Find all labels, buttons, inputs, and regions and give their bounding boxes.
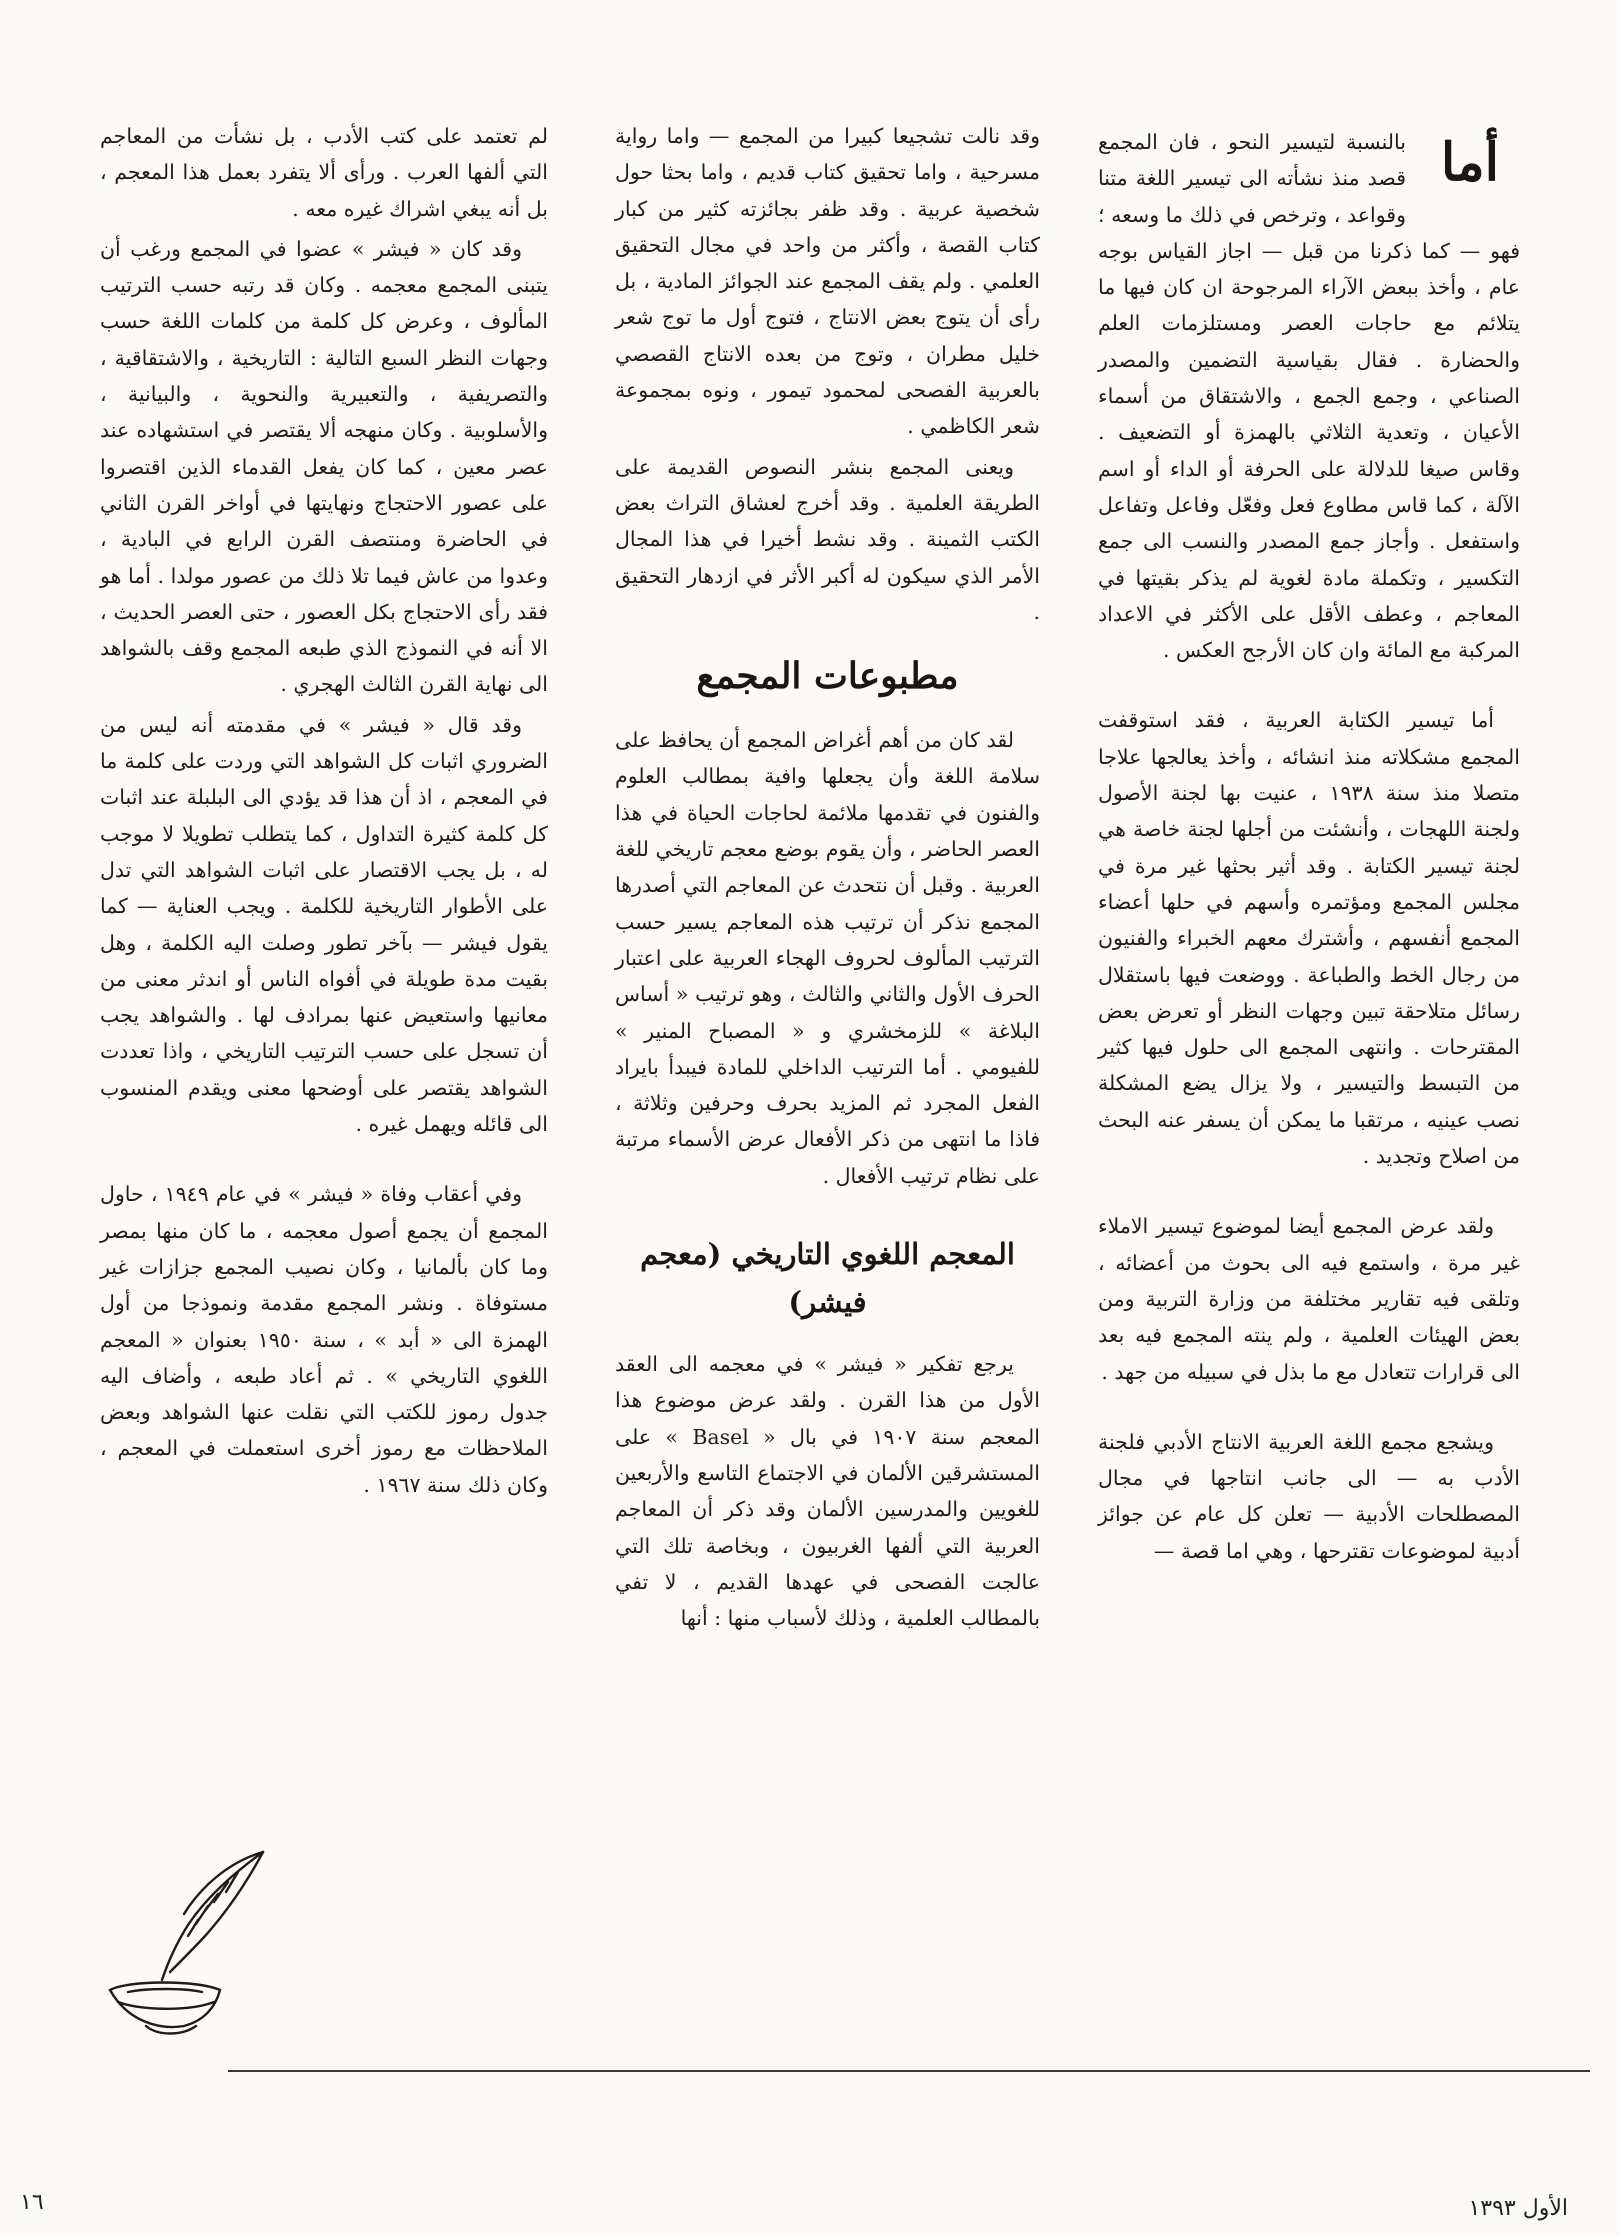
issue-label: الأول ١٣٩٣: [1468, 2196, 1568, 2221]
paragraph: وقد كان « فيشر » عضوا في المجمع ورغب أن يتبنى المجمع معجمه . وكان قد رتبه حسب الترتيب المألوف ، وعرض كل كلمة من كلمات اللغة حسب وجهات النظر السبع التالية : التاريخية ، والاشتقاقية ، والتصريفية ، والتعبيرية والنحوية ، والبيانية ، والأسلوبية . وكان منهجه ألا يقتصر في استشهاده عند عصر معين ، كما كان يفعل القدماء الذين اقتصروا على عصور الاحتجاج ونهايتها في أواخر القرن الثاني في الحاضرة ومنتصف القرن الرابع في البادية ، وعدوا من عاش فيما تلا ذلك من عصور مولدا . أما هو فقد رأى الاحتجاج بكل العصور ، حتى العصر الحديث ، الا أنه في النموذج الذي طبعه المجمع وقف بالشواهد الى نهاية القرن الثالث الهجري .: [100, 236, 548, 697]
section-heading-historical-dictionary: المعجم اللغوي التاريخي (معجم فيشر): [640, 1237, 1015, 1320]
paragraph: ولقد عرض المجمع أيضا لموضوع تيسير الاملاء غير مرة ، واستمع فيه الى بحوث من أعضائه ، وتلقى فيه تقارير مختلفة من وزارة التربية ومن بعض الهيئات العلمية ، ولم ينته المجمع فيه بعد الى قرارات تتعادل مع ما بذل في سبيله من جهد .: [1098, 1214, 1520, 1384]
footer-rule: [228, 2070, 1590, 2072]
column-left: [100, 118, 548, 1503]
paragraph: بالنسبة لتيسير النحو ، فان المجمع قصد منذ نشأته الى تيسير اللغة متنا وقواعد ، وترخص في ذلك ما وسعه ؛ فهو — كما ذكرنا من قبل — اجاز القياس بوجه عام ، وأخذ ببعض الآراء المرجوحة ان كان فيها ما يتلائم مع حاجات العصر ومستلزمات العلم والحضارة . فقال بقياسية التضمين والمصدر الصناعي ، وجمع الجمع ، والاشتقاق من أسماء الأعيان ، وتعدية الثلاثي بالهمزة أو التضعيف . وقاس صيغا للدلالة على الحرفة أو الداء أو اسم الآلة ، كما قاس مطاوع فعل وفعّل وفاعل وتفاعل واستفعل . وأجاز جمع المصدر والنسب الى جمع التكسير ، وتكملة مادة لغوية لم يذكر بقيتها في المعاجم ، وعطف الأقل على الأكثر في الاعداد المركبة مع المائة وان كان الأرجح العكس .: [1098, 130, 1520, 663]
dropcap-ornament: أما: [1440, 132, 1500, 193]
paragraph: ويشجع مجمع اللغة العربية الانتاج الأدبي فلجنة الأدب به — الى جانب انتاجها في مجال المصطلحات الأدبية — تعلن كل عام عن جوائز أدبية لموضوعات تقترحها ، وهي اما قصة —: [1098, 1429, 1520, 1563]
section-heading-publications: مطبوعات المجمع: [696, 655, 959, 698]
paragraph: وفي أعقاب وفاة « فيشر » في عام ١٩٤٩ ، حاول المجمع أن يجمع أصول معجمه ، ما كان منها بمصر وما كان بألمانيا ، وكان نصيب المجمع جزازات غير مستوفاة . ونشر المجمع مقدمة ونموذجا من أول الهمزة الى « أبد » ، سنة ١٩٥٠ بعنوان « المعجم اللغوي التاريخي » . ثم أعاد طبعه ، وأضاف اليه جدول رموز للكتب التي نقلت عنها الشواهد وبعض الملاحظات مع رموز أخرى استعملت في المعجم ، وكان ذلك سنة ١٩٦٧ .: [100, 1182, 548, 1497]
page-number: ١٦: [20, 2190, 44, 2215]
paragraph: ويعنى المجمع بنشر النصوص القديمة على الطريقة العلمية . وقد أخرج لعشاق التراث بعض الكتب الثمينة . وقد نشط أخيرا في هذا المجال الأمر الذي سيكون له أكبر الأثر في ازدهار التحقيق .: [615, 454, 1040, 624]
quill-and-inkwell-icon: [88, 1840, 288, 2040]
paragraph: وقد نالت تشجيعا كبيرا من المجمع — واما رواية مسرحية ، واما تحقيق كتاب قديم ، واما بحثا حول شخصية عربية . وقد ظفر بجائزته كثير من كبار كتاب القصة ، وأكثر من واحد في مجال التحقيق العلمي . ولم يقف المجمع عند الجوائز المادية ، بل رأى أن يتوج بعض الانتاج ، فتوج أول ما توج شعر خليل مطران ، وتوج من بعده الانتاج القصصي بالعربية الفصحى لمحمود تيمور ، ونوه بمجموعة شعر الكاظمي .: [615, 124, 1040, 439]
paragraph: أما تيسير الكتابة العربية ، فقد استوقفت المجمع مشكلاته منذ انشائه ، وأخذ يعالجها علاجا متصلا منذ سنة ١٩٣٨ ، عنيت بها لجنة الأصول ولجنة اللهجات ، وأنشئت من أجلها لجنة خاصة هي لجنة تيسير الكتابة . وقد أثير بحثها غير مرة في مجلس المجمع ومؤتمره وأسهم في حلها أعضاء المجمع أنفسهم ، وأشترك معهم الخبراء والفنيون من رجال الخط والطباعة . ووضعت فيها باستقلال رسائل متلاحقة تبين وجهات النظر أو تعرض بعض المقترحات . وانتهى المجمع الى حلول فيها كثير من التبسط والتيسير ، ولا يزال يضع المشكلة نصب عينيه ، مرتقبا ما يمكن أن يسفر عنه البحث من اصلاح وتجديد .: [1098, 708, 1520, 1169]
paragraph: لقد كان من أهم أغراض المجمع أن يحافظ على سلامة اللغة وأن يجعلها وافية بمطالب العلوم والفنون في تقدمها ملائمة لحاجات الحياة في هذا العصر الحاضر ، وأن يقوم بوضع معجم تاريخي للغة العربية . وقبل أن نتحدث عن المعاجم التي أصدرها المجمع نذكر أن ترتيب هذه المعاجم يسير حسب الترتيب المألوف لحروف الهجاء العربية على اعتبار الحرف الأول والثاني والثالث ، وهو ترتيب « أساس البلاغة » للزمخشري و « المصباح المنير » للفيومي . أما الترتيب الداخلي للمادة فيبدأ بايراد الفعل المجرد ثم المزيد بحرف وحرفين وثلاثة ، فاذا ما انتهى من ذكر الأفعال عرض الأسماء مرتبة على نظام ترتيب الأفعال .: [615, 728, 1040, 1188]
column-right: [1098, 124, 1520, 1569]
paragraph: يرجع تفكير « فيشر » في معجمه الى العقد الأول من هذا القرن . ولقد عرض موضوع هذا المعجم سنة ١٩٠٧ في بال « Basel » على المستشرقين الألمان في الاجتماع التاسع والأربعين للغويين والمدرسين الألمان وقد ذكر أن المعاجم العربية التي ألفها الغربيون ، وبخاصة تلك التي عالجت الفصحى في عهدها القديم ، لا تفي بالمطالب العلمية ، وذلك لأسباب منها : أنها: [615, 1352, 1040, 1631]
column-middle: [615, 118, 1040, 1636]
paragraph: وقد قال « فيشر » في مقدمته أنه ليس من الضروري اثبات كل الشواهد التي وردت على كلمة ما في المعجم ، اذ أن هذا قد يؤدي الى البلبلة عند اثبات كل كلمة كثيرة التداول ، كما يتطلب تطويلا لا موجب له ، بل يجب الاقتصار على اثبات الشواهد التي تدل على الأطوار التاريخية للكلمة . ويجب العناية — كما يقول فيشر — بآخر تطور وصلت اليه الكلمة ، وهل بقيت مدة طويلة في أفواه الناس أو اندثر معنى من معانيها واستعيض عنها بمرادف لها . والشواهد يجب أن تسجل على حسب الترتيب التاريخي ، واذا تعددت الشواهد يقتصر على أوضحها معنى ويقدم المنسوب الى قائله ويهمل غيره .: [100, 712, 548, 1137]
paragraph: لم تعتمد على كتب الأدب ، بل نشأت من المعاجم التي ألفها العرب . ورأى ألا يتفرد بعمل هذا المعجم ، بل أنه يبغي اشراك غيره معه .: [100, 124, 548, 221]
